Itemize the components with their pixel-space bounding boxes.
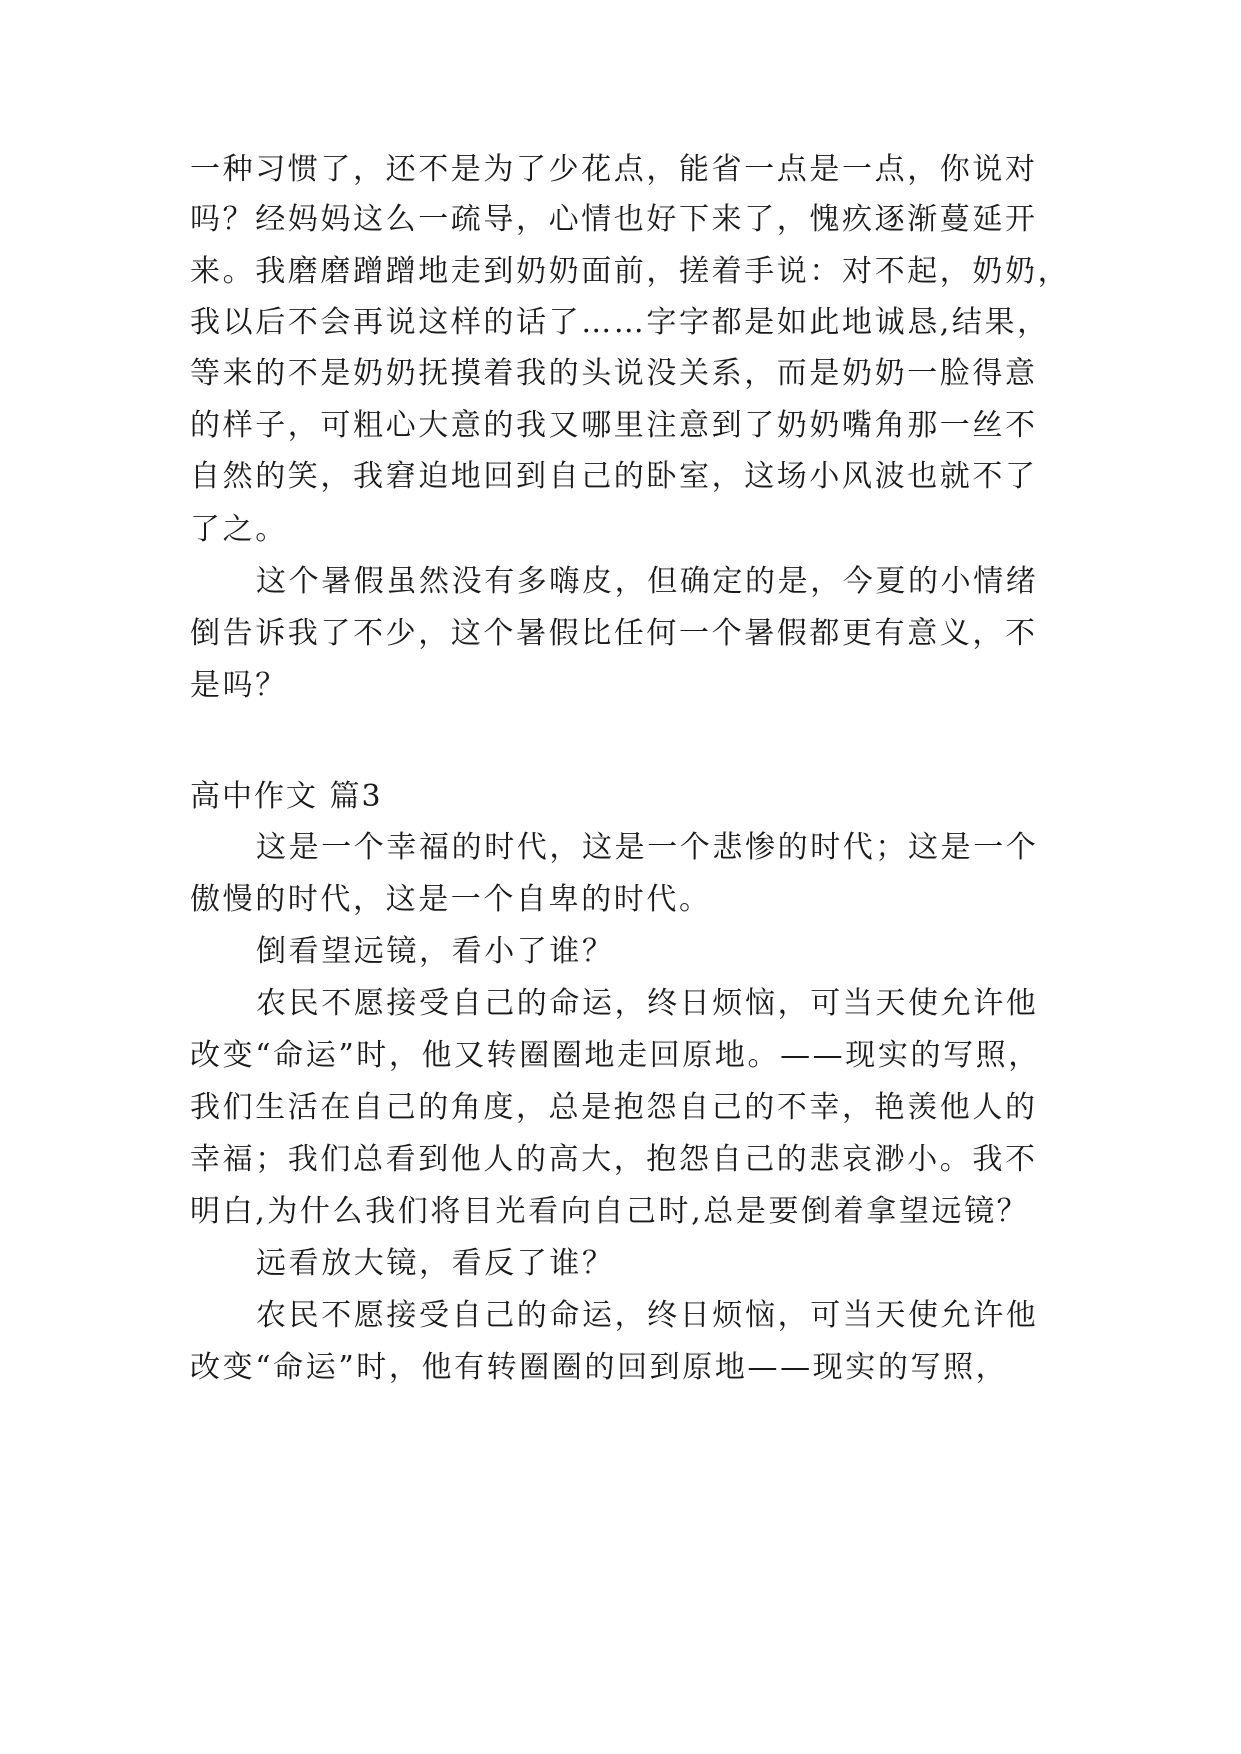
paragraph-line: 来。我磨磨蹭蹭地走到奶奶面前，搓着手说：对不起，奶奶， <box>190 254 1071 289</box>
paragraph-line: 倒看望远镜，看小了谁？ <box>256 934 615 969</box>
paragraph-line: 我以后不会再说这样的话了……字字都是如此地诚恳,结果， <box>190 305 1050 340</box>
paragraph-line: 农民不愿接受自己的命运，终日烦恼，可当天使允许他 <box>256 986 1039 1021</box>
paragraph-line: 幸福；我们总看到他人的高大，抱怨自己的悲哀渺小。我不 <box>190 1142 1038 1177</box>
paragraph-line: 明白,为什么我们将目光看向自己时,总是要倒着拿望远镜？ <box>190 1194 1030 1229</box>
paragraph-line: 自然的笑，我窘迫地回到自己的卧室，这场小风波也就不了 <box>190 459 1038 494</box>
paragraph-line: 等来的不是奶奶抚摸着我的头说没关系，而是奶奶一脸得意 <box>190 356 1038 391</box>
paragraph-line: 倒告诉我了不少，这个暑假比任何一个暑假都更有意义，不 <box>190 616 1038 651</box>
paragraph-line: 傲慢的时代，这是一个自卑的时代。 <box>190 882 712 917</box>
paragraph-line: 一种习惯了，还不是为了少花点，能省一点是一点，你说对 <box>190 152 1038 187</box>
paragraph-line: 我们生活在自己的角度，总是抱怨自己的不幸，艳羡他人的 <box>190 1090 1038 1125</box>
paragraph-line: 是吗？ <box>190 668 288 703</box>
paragraph-line: 吗？经妈妈这么一疏导，心情也好下来了，愧疚逐渐蔓延开 <box>190 202 1038 237</box>
paragraph-line: 这是一个幸福的时代，这是一个悲惨的时代；这是一个 <box>256 830 1039 865</box>
paragraph-line: 了之。 <box>190 512 288 547</box>
paragraph-line: 农民不愿接受自己的命运，终日烦恼，可当天使允许他 <box>256 1298 1039 1333</box>
section-heading: 高中作文 篇3 <box>190 779 383 814</box>
paragraph-line: 远看放大镜，看反了谁？ <box>256 1246 615 1281</box>
paragraph-line: 这个暑假虽然没有多嗨皮，但确定的是，今夏的小情绪 <box>256 564 1039 599</box>
paragraph-line: 改变“命运”时，他有转圈圈的回到原地——现实的写照， <box>190 1350 1009 1385</box>
paragraph-line: 的样子，可粗心大意的我又哪里注意到了奶奶嘴角那一丝不 <box>190 408 1038 443</box>
paragraph-line: 改变“命运”时，他又转圈圈地走回原地。——现实的写照， <box>190 1038 1041 1073</box>
